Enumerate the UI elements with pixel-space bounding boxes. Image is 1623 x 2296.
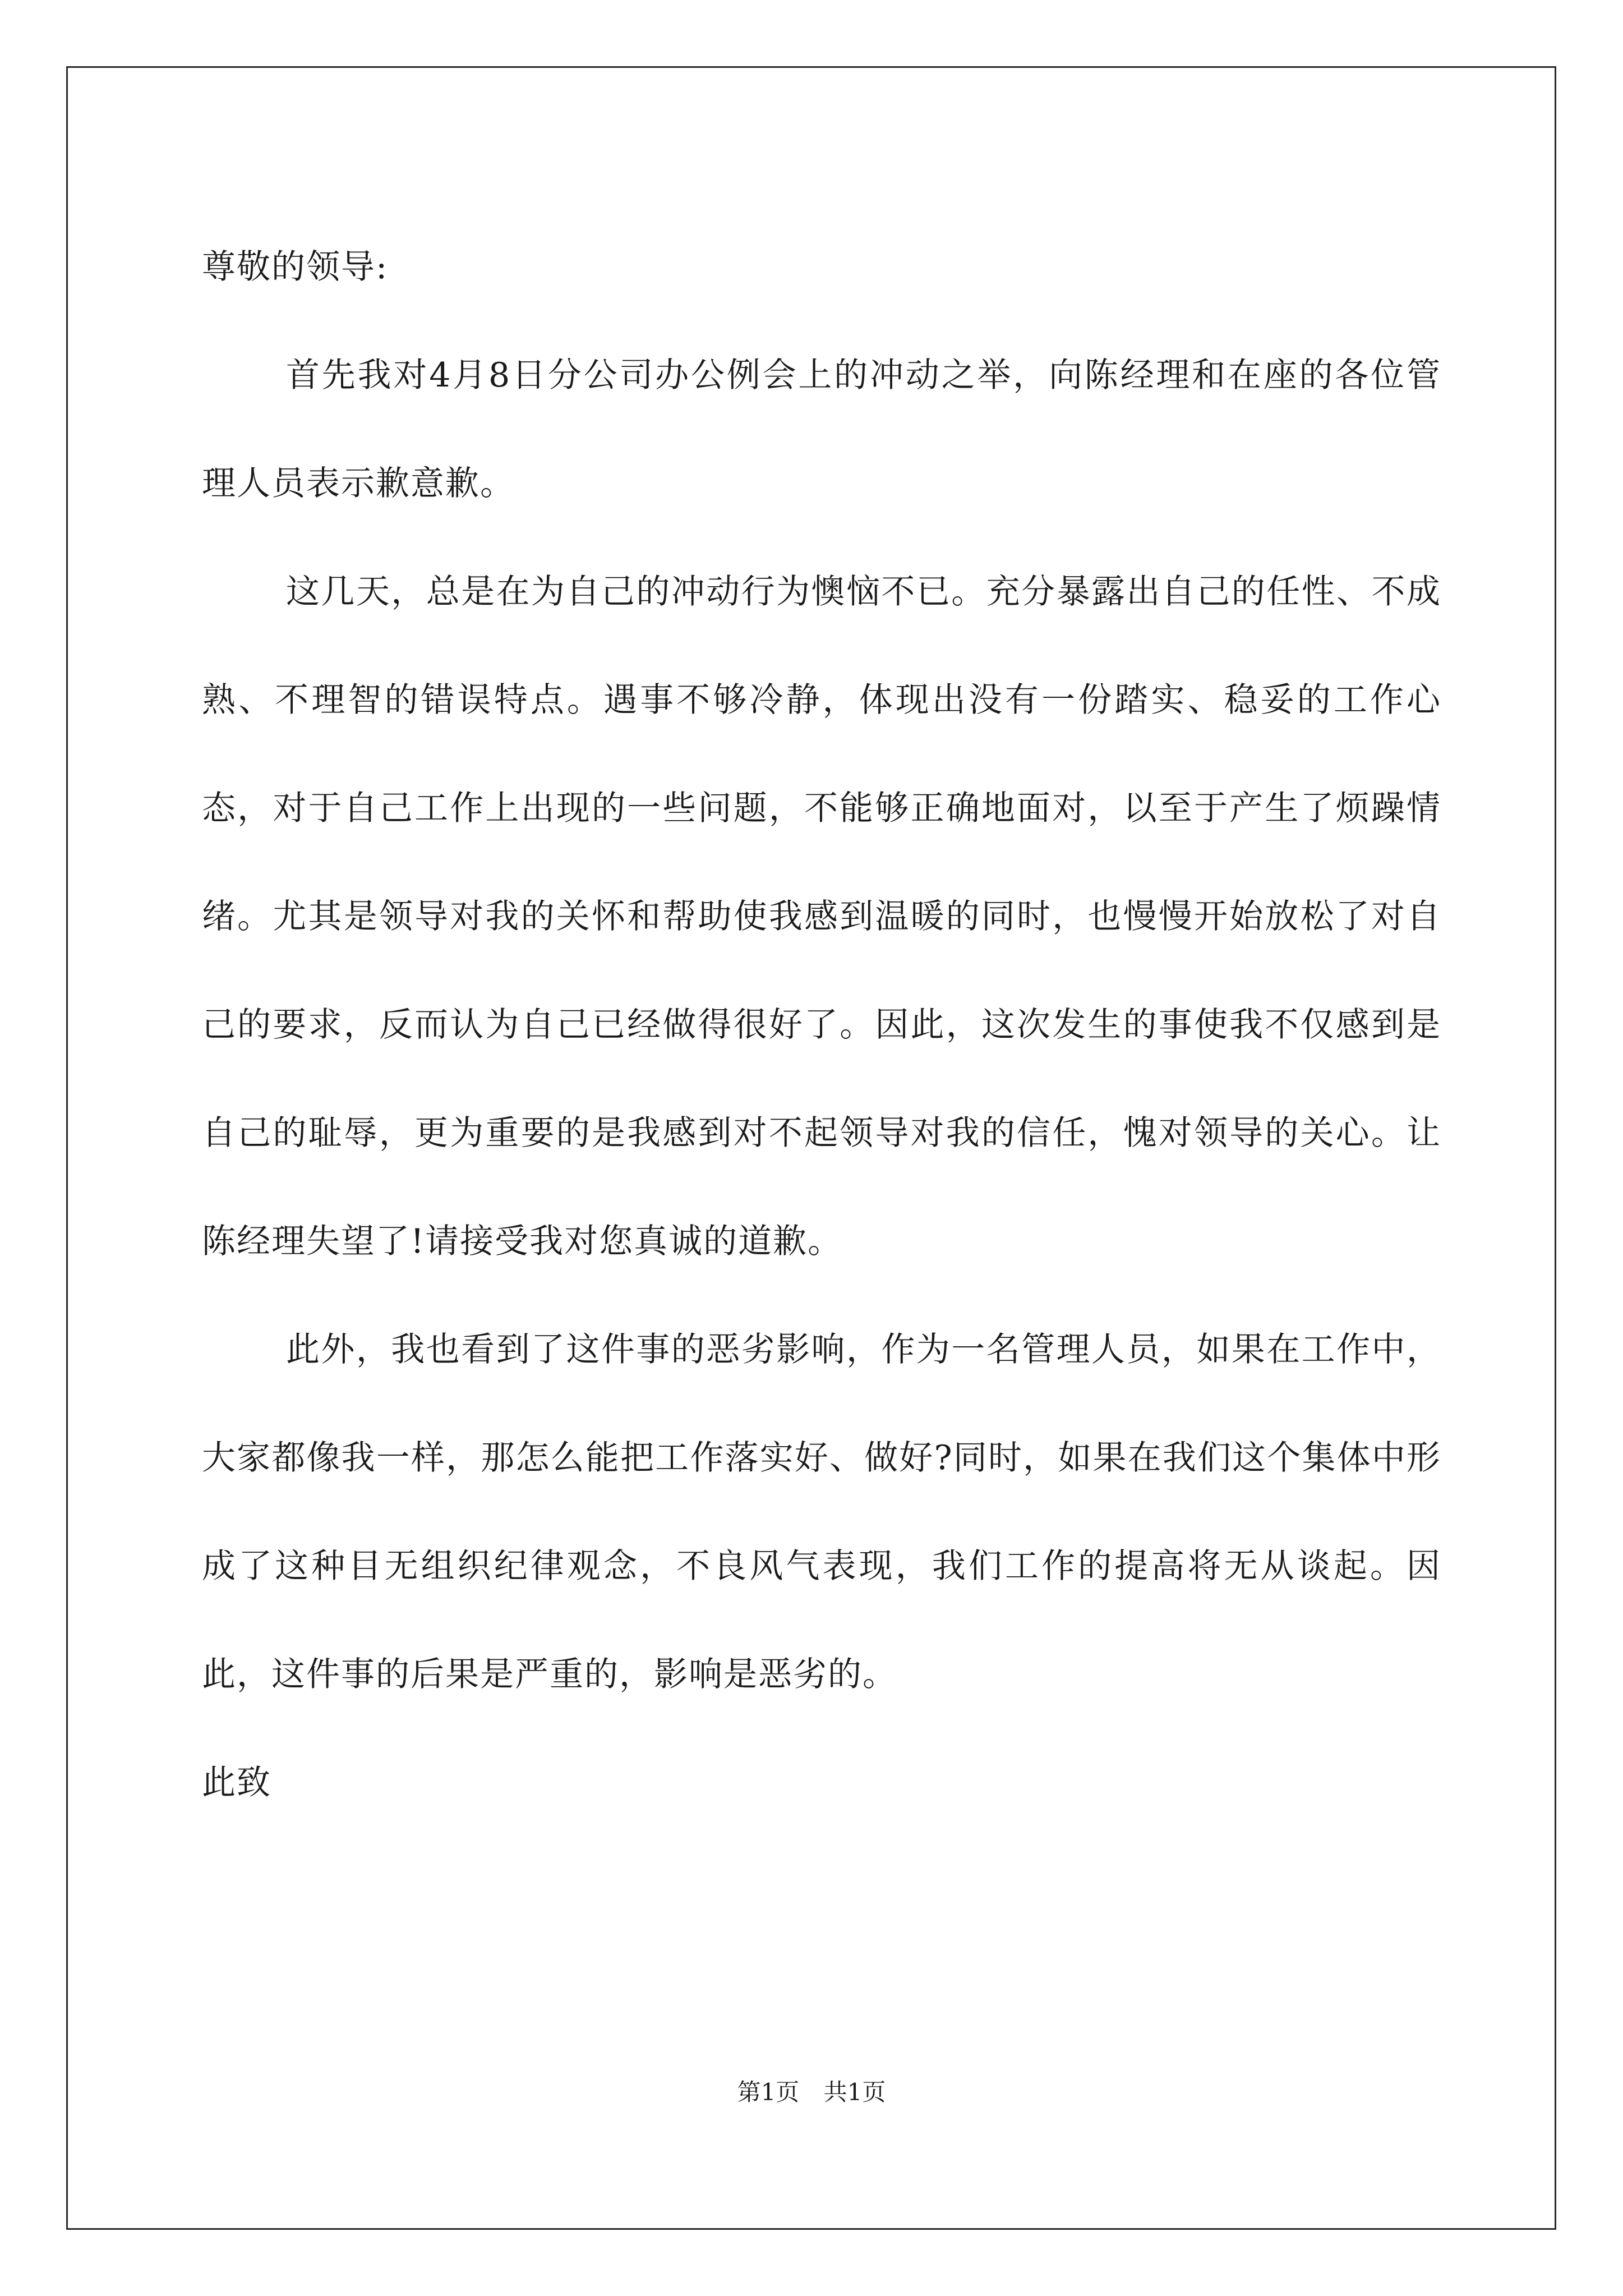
letter-paragraph-3: 此外，我也看到了这件事的恶劣影响，作为一名管理人员，如果在工作中，大家都像我一样，那怎么能把工作落实好、做好?同时，如果在我们这个集体中形成了这种目无组织纪律观念，不良风气表现，我们工作的提高将无从谈起。因此，这件事的后果是严重的，影响是恶劣的。	[202, 1330, 1441, 1694]
page-number-current: 第1页	[737, 2078, 800, 2106]
page-footer	[0, 2076, 1623, 2109]
letter-body	[202, 213, 1441, 1837]
page-number-total: 共1页	[823, 2078, 886, 2106]
letter-paragraph-1: 首先我对4月8日分公司办公例会上的冲动之举，向陈经理和在座的各位管理人员表示歉意歉。	[202, 356, 1441, 503]
letter-salutation: 尊敬的领导:	[202, 247, 389, 287]
letter-closing: 此致	[202, 1763, 271, 1802]
letter-paragraph-2: 这几天，总是在为自己的冲动行为懊恼不已。充分暴露出自己的任性、不成熟、不理智的错误特点。遇事不够冷静，体现出没有一份踏实、稳妥的工作心态，对于自己工作上出现的一些问题，不能够正确地面对，以至于产生了烦躁情绪。尤其是领导对我的关怀和帮助使我感到温暖的同时，也慢慢开始放松了对自己的要求，反而认为自己已经做得很好了。因此，这次发生的事使我不仅感到是自己的耻辱，更为重要的是我感到对不起领导对我的信任，愧对领导的关心。让陈经理失望了!请接受我对您真诚的道歉。	[202, 572, 1441, 1261]
